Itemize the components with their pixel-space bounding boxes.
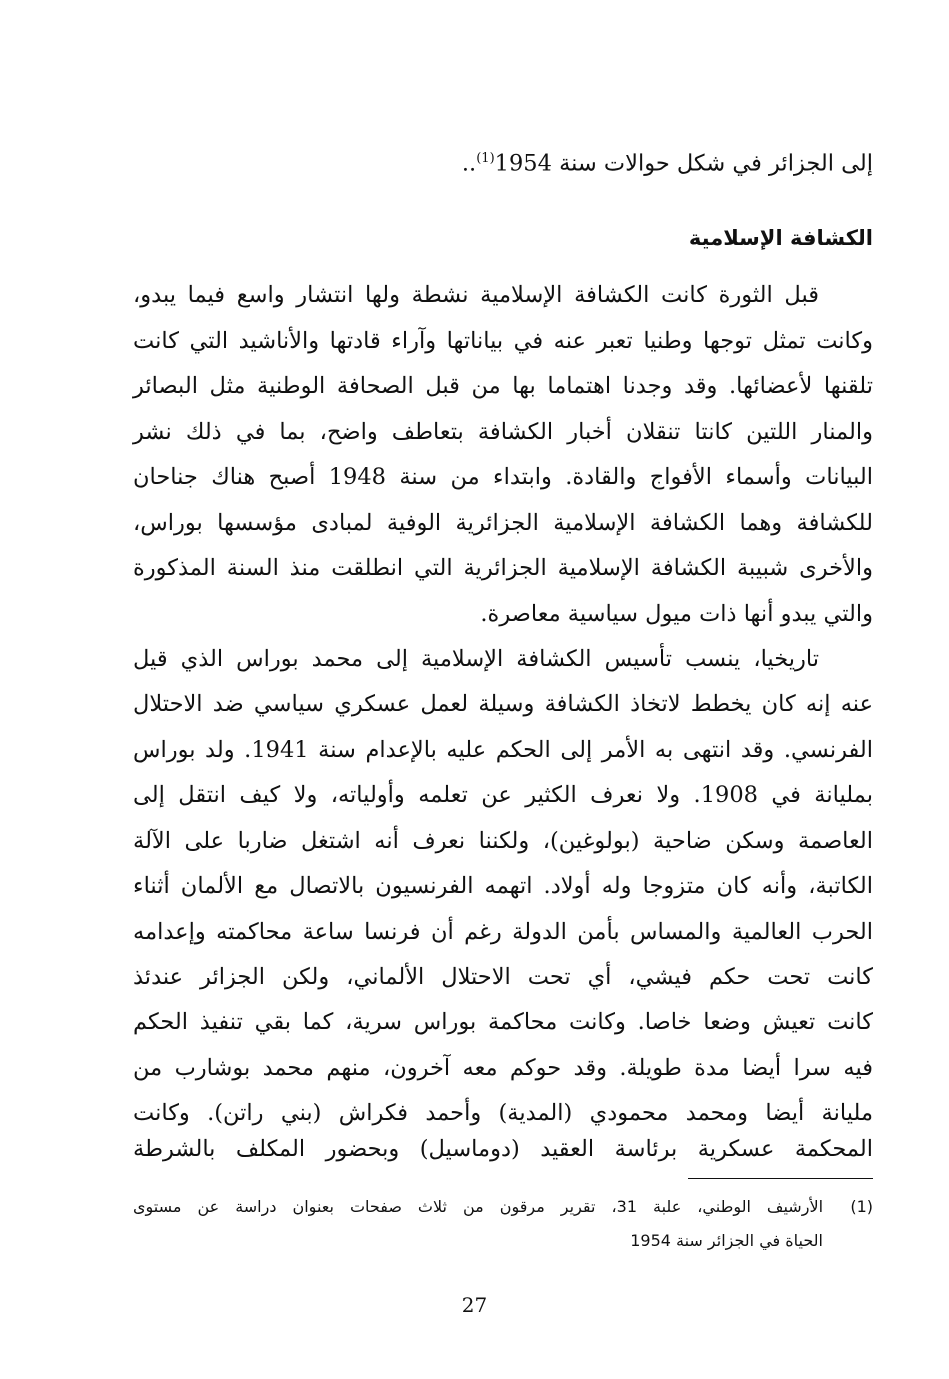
footnote-separator — [688, 1178, 873, 1179]
paragraph-2-line: كانت تعيش وضعا خاصا. وكانت محاكمة بوراس سرية، كما بقي تنفيذ الحكم — [133, 1009, 873, 1035]
paragraph-1-line: والتي يبدو أنها ذات ميول سياسية معاصرة. — [480, 601, 873, 627]
paragraph-2-line: مليانة أيضا ومحمد محمودي (المدية) وأحمد فكراش (بني راتن). وكانت — [133, 1100, 873, 1126]
paragraph-1-line: قبل الثورة كانت الكشافة الإسلامية نشطة ولها انتشار واسع فيما يبدو، — [133, 282, 819, 308]
footnote-number: (1) — [850, 1197, 873, 1216]
paragraph-1-line: للكشافة وهما الكشافة الإسلامية الجزائرية الوفية لمبادى مؤسسها بوراس، — [133, 510, 873, 536]
paragraph-2-line: عنه إنه كان يخطط لاتخاذ الكشافة وسيلة لعمل عسكري سياسي ضد الاحتلال — [133, 691, 873, 717]
paragraph-2-line: الحرب العالمية والمساس بأمن الدولة رغم أن فرنسا ساعة محاكمته وإعدامه — [133, 919, 873, 945]
paragraph-2-line: كانت تحت حكم فيشي، أي تحت الاحتلال الألماني، ولكن الجزائر عندئذ — [133, 964, 873, 990]
footnote-reference: (1) — [476, 151, 495, 166]
paragraph-2-line: بمليانة في 1908. ولا نعرف الكثير عن تعلمه وأولياته، ولا كيف انتقل إلى — [133, 782, 873, 808]
paragraph-2-line: المحكمة عسكرية برئاسة العقيد (دوماسيل) وبحضور المكلف بالشرطة — [133, 1136, 873, 1162]
continuation-text: إلى الجزائر في شكل حوالات سنة 1954 — [494, 150, 873, 177]
page-number: 27 — [461, 1293, 488, 1317]
paragraph-1-line: والأخرى شبيبة الكشافة الإسلامية الجزائرية التي انطلقت منذ السنة المذكورة — [133, 555, 873, 581]
paragraph-1-line: وكانت تمثل توجها وطنيا تعبر عنه في بياناتها وآراء قادتها والأناشيد التي كانت — [133, 328, 873, 354]
paragraph-2-line: الكاتبة، وأنه كان متزوجا وله أولاد. اتهمه الفرنسيون بالاتصال مع الألمان أثناء — [133, 873, 873, 899]
paragraph-2-line: الفرنسي. وقد انتهى به الأمر إلى الحكم عليه بالإعدام سنة 1941. ولد بوراس — [133, 737, 873, 763]
paragraph-2-line: فيه سرا أيضا مدة طويلة. وقد حوكم معه آخرون، منهم محمد بوشارب من — [133, 1055, 873, 1081]
continuation-trailing: .. — [461, 150, 477, 177]
paragraph-2-line: تاريخيا، ينسب تأسيس الكشافة الإسلامية إلى محمد بوراس الذي قيل — [133, 646, 819, 672]
footnote-line: الأرشيف الوطني، علبة 31، تقرير مرقون من ثلاث صفحات بعنوان دراسة عن مستوى — [133, 1197, 824, 1216]
paragraph-2-line: العاصمة وسكن ضاحية (بولوغين)، ولكننا نعرف أنه اشتغل ضاربا على الآلة — [133, 828, 873, 854]
paragraph-1-line: تلقنها لأعضائها. وقد وجدنا اهتماما بها من قبل الصحافة الوطنية مثل البصائر — [133, 373, 873, 399]
paragraph-1-line: البيانات وأسماء الأفواج والقادة. وابتداء من سنة 1948 أصبح هناك جناحان — [133, 464, 874, 490]
section-heading: الكشافة الإسلامية — [688, 226, 873, 250]
paragraph-1-line: والمنار اللتين كانتا تنقلان أخبار الكشافة بتعاطف واضح، بما في ذلك نشر — [133, 419, 873, 445]
continuation-line — [462, 136, 873, 187]
footnote-line: الحياة في الجزائر سنة 1954 — [630, 1231, 823, 1250]
